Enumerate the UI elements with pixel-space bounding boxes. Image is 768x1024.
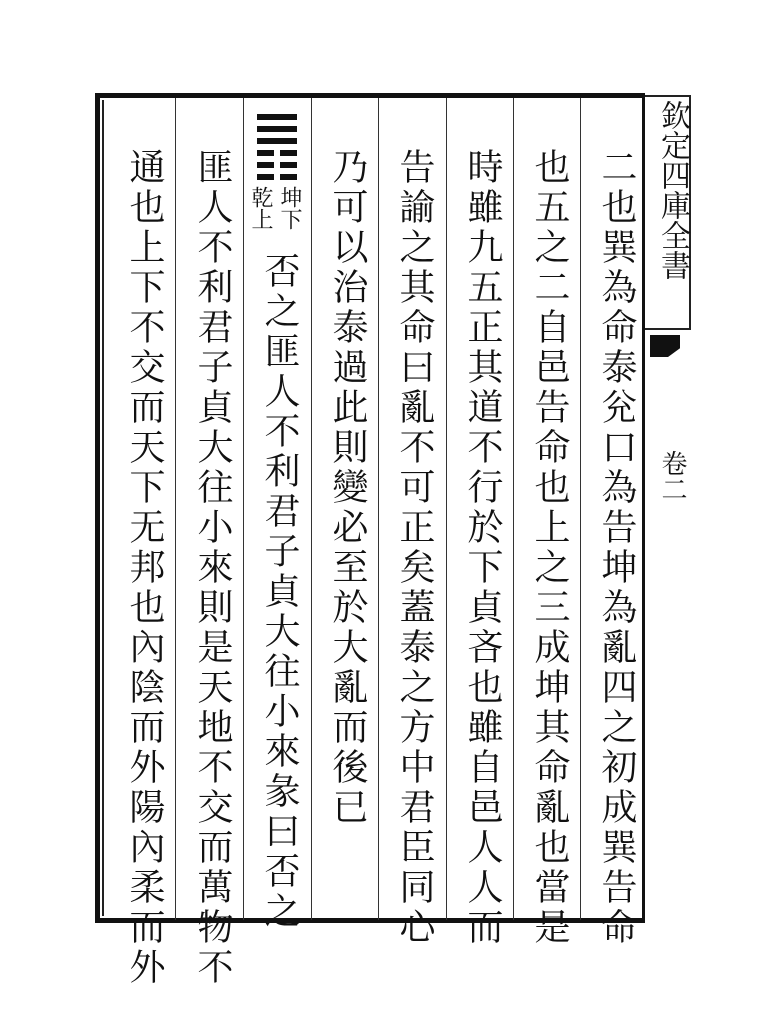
fish-tail-ornament [650, 335, 680, 357]
hexagram-label-lower: 坤下 [277, 186, 302, 230]
column-rule [175, 98, 176, 920]
column-rule [243, 98, 244, 920]
hexagram-label-upper: 乾上 [248, 186, 273, 230]
inner-border-line [102, 100, 104, 916]
column-rule [580, 98, 581, 920]
text-column-7: 匪人不利君子貞大往小來則是天地不交而萬物不 [192, 148, 233, 988]
text-column-4: 告諭之其命曰亂不可正矣蓋泰之方中君臣同心 [394, 148, 435, 948]
volume-label: 卷二 [657, 450, 687, 502]
column-rule [311, 98, 312, 920]
text-column-5: 乃可以治泰過此則變必至於大亂而後已 [327, 148, 368, 828]
column-rule [378, 98, 379, 920]
pi-hexagram-icon [257, 114, 297, 186]
text-column-1: 二也巽為命泰兊口為告坤為亂四之初成巽告命 [596, 148, 637, 948]
text-column-2: 也五之二自邑告命也上之三成坤其命亂也當是 [529, 148, 570, 948]
text-column-8: 通也上下不交而天下无邦也內陰而外陽內柔而外 [124, 148, 165, 988]
column-rule [513, 98, 514, 920]
text-column-6: 否之匪人不利君子貞大往小來彖曰否之 [259, 252, 300, 932]
book-title: 欽定四庫全書 [655, 100, 690, 280]
column-rule [446, 98, 447, 920]
text-column-3: 時雖九五正其道不行於下貞吝也雖自邑人人而 [462, 148, 503, 948]
